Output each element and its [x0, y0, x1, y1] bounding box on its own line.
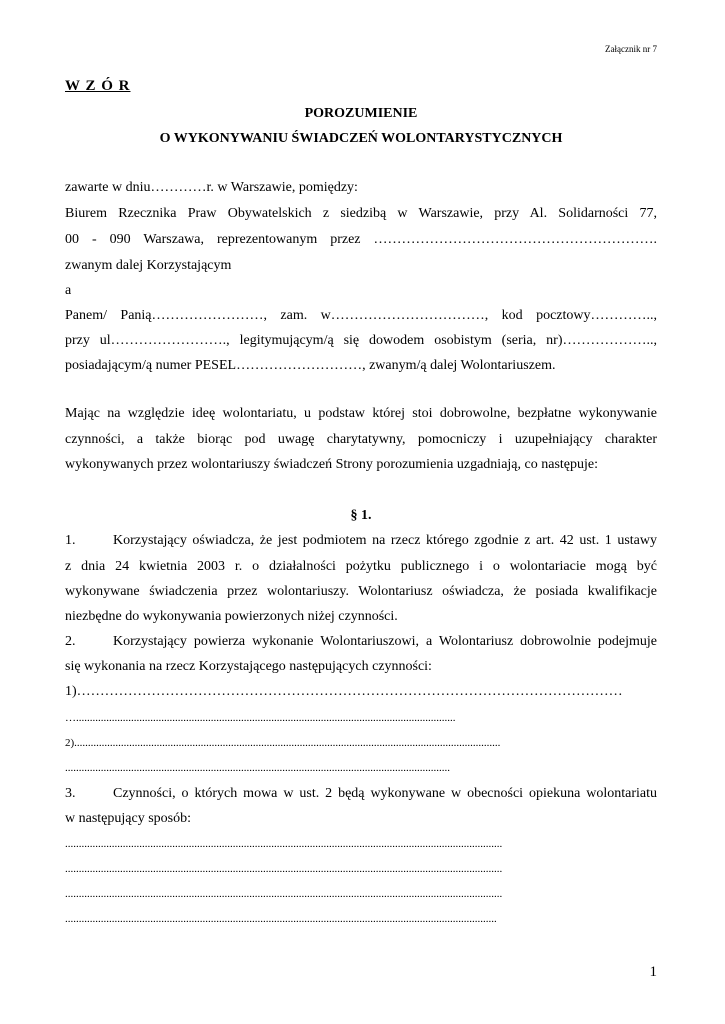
- parties-line: posiadającym/ą numer PESEL………………………, zwanym/ą dalej Wolontariuszem.: [65, 358, 556, 373]
- parties-line: przy ul……………………., legitymującym/ą się dowodem osobistym (seria, nr)………………..,: [65, 333, 657, 348]
- activity-item-1-continued: …..........................................................................................................................................: [65, 712, 456, 724]
- clause-2-line: [65, 634, 657, 650]
- parties-line: Biurem Rzecznika Praw Obywatelskich z siedzibą w Warszawie, przy Al. Solidarności 77,: [65, 206, 657, 221]
- clause-1-line: wykonywane świadczenia przez wolontariuszy. Wolontariusz oświadcza, że posiada kwalifikacje: [65, 584, 657, 599]
- blank-fill-line: ...............................................................................................................................................................: [65, 838, 503, 850]
- section-heading: § 1.: [350, 508, 372, 523]
- clause-3-line: w następujący sposób:: [65, 811, 191, 826]
- parties-line: 00 - 090 Warszawa, reprezentowanym przez …………………………………………………….: [65, 232, 657, 247]
- blank-fill-line: ...............................................................................................................................................................: [65, 863, 503, 875]
- blank-fill-line: ...............................................................................................................................................................: [65, 888, 503, 900]
- clause-number: 3.: [65, 786, 76, 801]
- preamble-line: wykonywanych przez wolontariuszy świadczeń Strony porozumienia uzgadniają, co następuje:: [65, 457, 598, 472]
- clause-1-line: [65, 533, 657, 549]
- clause-3-line: [65, 786, 657, 802]
- document-title: POROZUMIENIE: [304, 106, 418, 121]
- preamble-line: Mając na względzie ideę wolontariatu, u podstaw której stoi dobrowolne, bezpłatne wykonywanie: [65, 406, 657, 421]
- template-marker: W Z Ó R: [65, 78, 131, 94]
- attachment-label: Załącznik nr 7: [605, 44, 657, 54]
- activity-item-1: 1)………………………………………………………………………………………………………: [65, 684, 623, 699]
- clause-number: 2.: [65, 634, 76, 649]
- parties-line: zwanym dalej Korzystającym: [65, 258, 232, 273]
- clause-text: Korzystający oświadcza, że jest podmiotem na rzecz którego zgodnie z art. 42 ust. 1 ustawy: [113, 533, 657, 548]
- page-number: 1: [649, 964, 657, 980]
- document-subtitle: O WYKONYWANIU ŚWIADCZEŃ WOLONTARYSTYCZNYCH: [159, 131, 563, 146]
- clause-2-line: się wykonania na rzecz Korzystającego następujących czynności:: [65, 659, 432, 674]
- clause-number: 1.: [65, 533, 76, 548]
- parties-line: Panem/ Panią……………………, zam. w……………………………, kod pocztowy…………..,: [65, 308, 657, 323]
- preamble-line: czynności, a także biorąc pod uwagę charytatywny, pomocniczy i uzupełniający charakter: [65, 432, 657, 447]
- activity-item-2-continued: ............................................................................................................................................: [65, 762, 450, 774]
- clause-text: Czynności, o których mowa w ust. 2 będą wykonywane w obecności opiekuna wolontariatu: [113, 786, 657, 801]
- parties-line: a: [65, 283, 72, 298]
- clause-1-line: niezbędne do wykonywania powierzonych niżej czynności.: [65, 609, 398, 624]
- blank-fill-line: .............................................................................................................................................................: [65, 913, 497, 925]
- parties-line: zawarte w dniu…………r. w Warszawie, pomiędzy:: [65, 180, 358, 195]
- clause-text: Korzystający powierza wykonanie Wolontariuszowi, a Wolontariusz dobrowolnie podejmuje: [113, 634, 657, 649]
- activity-item-2: 2)...........................................................................................................................................................: [65, 737, 501, 749]
- clause-1-line: z dnia 24 kwietnia 2003 r. o działalności pożytku publicznego i o wolontariacie mogą być: [65, 559, 657, 574]
